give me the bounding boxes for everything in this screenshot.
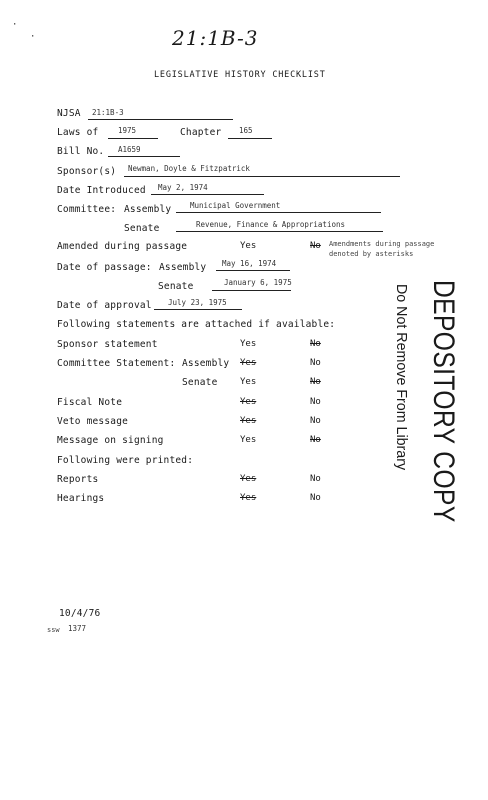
chapter-label: Chapter <box>180 127 222 138</box>
bill-no-label: Bill No. <box>57 146 105 157</box>
amended-note: Amendments during passage denoted by asterisks <box>329 240 435 258</box>
following-statements-heading: Following statements are attached if available: <box>57 319 336 330</box>
hearings-yes: Yes <box>240 493 257 503</box>
chapter-underline <box>228 138 272 139</box>
date-introduced-label: Date Introduced <box>57 185 146 196</box>
footer-number: 1377 <box>68 624 87 633</box>
cs-assembly-no: No <box>310 358 321 368</box>
committee-senate-label: Senate <box>124 223 160 234</box>
message-signing-no: No <box>310 435 321 445</box>
reports-yes: Yes <box>240 474 257 484</box>
date-approval-label: Date of approval <box>57 300 152 311</box>
message-signing-label: Message on signing <box>57 435 164 446</box>
sponsor-statement-yes: Yes <box>240 339 257 349</box>
date-introduced-underline <box>151 194 264 195</box>
date-introduced-value: May 2, 1974 <box>158 183 208 192</box>
stamp-depository-copy: DEPOSITORY COPY <box>427 280 460 523</box>
reports-no: No <box>310 474 321 484</box>
amended-yes: Yes <box>240 241 257 251</box>
fiscal-note-label: Fiscal Note <box>57 397 123 408</box>
stamp-do-not-remove: Do Not Remove From Library <box>393 284 410 471</box>
page-title: LEGISLATIVE HISTORY CHECKLIST <box>154 70 326 80</box>
chapter-value: 165 <box>239 126 253 135</box>
bill-no-underline <box>108 156 180 157</box>
amended-no: No <box>310 241 321 251</box>
passage-senate-value: January 6, 1975 <box>224 278 292 287</box>
veto-message-no: No <box>310 416 321 426</box>
assembly-committee-underline <box>176 212 381 213</box>
laws-of-value: 1975 <box>118 126 137 135</box>
senate-committee-value: Revenue, Finance & Appropriations <box>196 220 346 229</box>
cs-assembly-yes: Yes <box>240 358 257 368</box>
veto-message-yes: Yes <box>240 416 257 426</box>
passage-senate-underline <box>212 290 291 291</box>
hearings-label: Hearings <box>57 493 105 504</box>
date-passage-label: Date of passage: <box>57 262 152 273</box>
passage-assembly-value: May 16, 1974 <box>222 259 277 268</box>
date-approval-value: July 23, 1975 <box>168 298 227 307</box>
committee-assembly-label: Assembly <box>124 204 172 215</box>
footer-date: 10/4/76 <box>59 608 101 619</box>
committee-statement-label: Committee Statement: <box>57 358 176 369</box>
hearings-no: No <box>310 493 321 503</box>
passage-senate-label: Senate <box>158 281 194 292</box>
laws-of-label: Laws of <box>57 127 99 138</box>
date-approval-underline <box>154 309 242 310</box>
passage-assembly-label: Assembly <box>159 262 207 273</box>
sponsors-value: Newman, Doyle & Fitzpatrick <box>128 164 250 173</box>
passage-assembly-underline <box>216 270 290 271</box>
footer-initials: ssw <box>47 626 60 634</box>
sponsor-statement-label: Sponsor statement <box>57 339 158 350</box>
fiscal-note-yes: Yes <box>240 397 257 407</box>
sponsor-statement-no: No <box>310 339 321 349</box>
speck: · <box>30 32 36 42</box>
reports-label: Reports <box>57 474 99 485</box>
committee-statement-senate-label: Senate <box>182 377 218 388</box>
cs-senate-yes: Yes <box>240 377 257 387</box>
committee-statement-assembly-label: Assembly <box>182 358 230 369</box>
njsa-label: NJSA <box>57 108 81 119</box>
assembly-committee-value: Municipal Government <box>190 201 281 210</box>
depository-stamp <box>360 280 480 540</box>
following-printed-heading: Following were printed: <box>57 455 194 466</box>
handwritten-number: 21:1B-3 <box>172 26 259 50</box>
message-signing-yes: Yes <box>240 435 257 445</box>
committee-label: Committee: <box>57 204 117 215</box>
bill-no-value: A1659 <box>118 145 141 154</box>
laws-of-underline <box>108 138 158 139</box>
fiscal-note-no: No <box>310 397 321 407</box>
senate-committee-underline <box>176 231 383 232</box>
veto-message-label: Veto message <box>57 416 129 427</box>
njsa-underline <box>88 119 233 120</box>
speck: · <box>12 20 18 30</box>
cs-senate-no: No <box>310 377 321 387</box>
njsa-value: 21:1B-3 <box>92 108 124 117</box>
sponsors-label: Sponsor(s) <box>57 166 117 177</box>
sponsors-underline <box>124 176 400 177</box>
amended-label: Amended during passage <box>57 241 188 252</box>
